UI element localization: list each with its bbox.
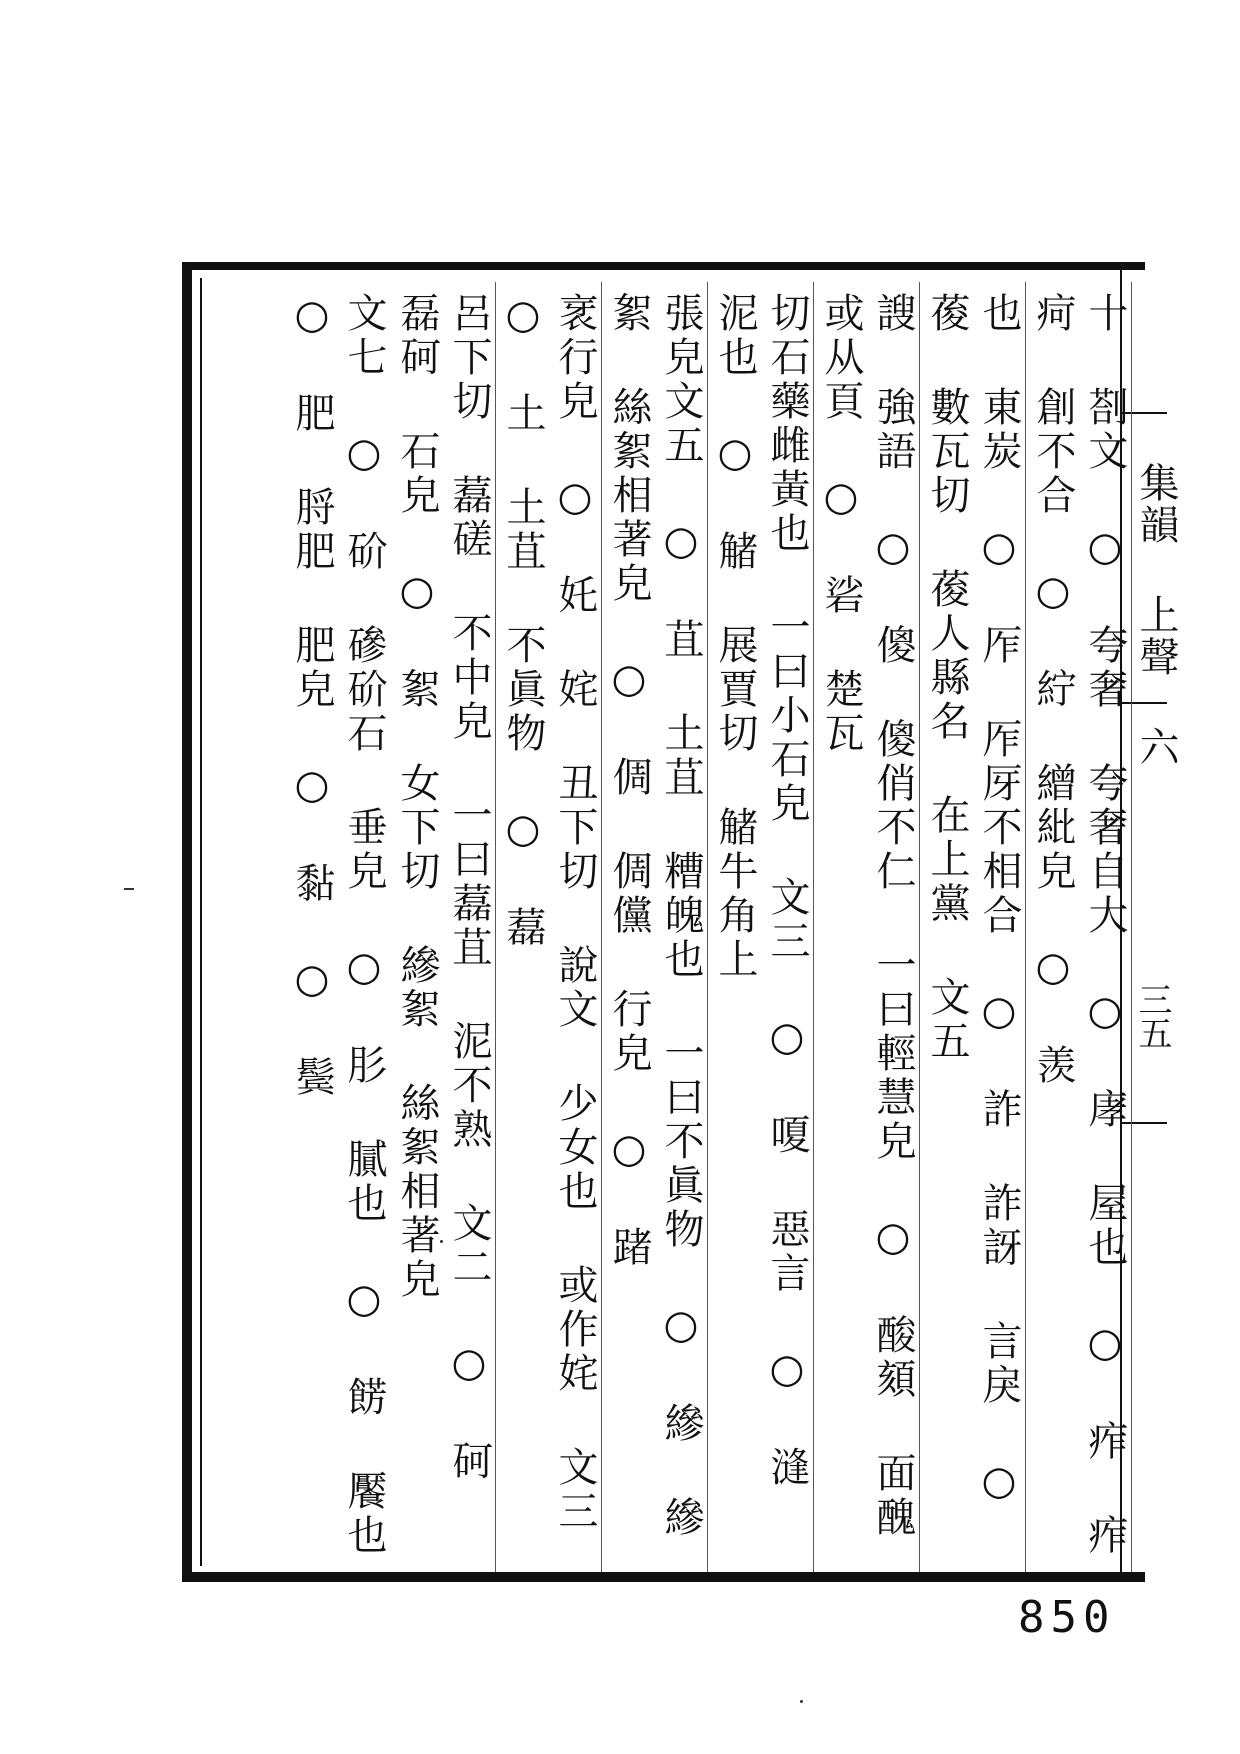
text-column <box>284 282 390 1572</box>
text-column <box>602 282 708 1572</box>
column-text: 切石藥雌黃也 一曰小石皃 文三 ○ 嗄 惡言 ○ 漨 泥也 ○ 觰 展賈切 觰牛角上 <box>712 292 810 1490</box>
text-column <box>814 282 920 1572</box>
column-text: 衺行皃 ○ 奼 姹 丑下切 說文 少女也 或作姹 文三 ○ 土 土苴 不眞物 ○ 藞 <box>500 292 598 1534</box>
margin-title: 集韻 上聲 六 <box>1133 462 1179 768</box>
column-text: 呂下切 藞磋 不中皃 一曰藞苴 泥不熟 文二 ○ 砢 磊砢 石皃 ○ 絮 女下切 縿絮 絲絮相著皃 <box>394 292 492 1484</box>
leaf-number: 三五 <box>1132 982 1172 1050</box>
text-column <box>390 282 496 1572</box>
text-column <box>1026 282 1132 1572</box>
column-text: 張皃文五 ○ 苴 土苴 糟魄也 一曰不眞物 ○ 縿 縿絮 絲絮相著皃 ○ 倜 倜儻 行皃 ○ 踷 <box>606 292 704 1540</box>
text-area <box>200 278 1145 1566</box>
text-frame <box>182 262 1145 1582</box>
column-text: 十 剳文 ○ 夸奢 夸奢自大 ○ 庨 屋也 ○ 痄 痄疴 創不合 ○ 紵 繒紕皃 ○ 羡 <box>1030 292 1128 1558</box>
column-text: 也 東炭 ○ 厏 厏厊不相合 ○ 詐 詐訝 言戾 ○ 葰 數瓦切 葰人縣名 在上黨 文五 <box>924 292 1022 1508</box>
text-column <box>708 282 814 1572</box>
text-column <box>920 282 1026 1572</box>
scan-speck <box>124 888 134 890</box>
column-text: 文七 ○ 砎 磣砎石 垂皃 ○ 肜 膩也 ○ 餝 饜也 ○ 肥 脟肥 肥皃 ○ 黏 ○ 鬓 <box>289 292 387 1558</box>
text-column <box>496 282 602 1572</box>
scan-speck <box>440 1240 443 1243</box>
scan-speck <box>800 1700 803 1703</box>
column-text: 謏 強語 ○ 傻 傻俏不仁 一曰輕慧皃 ○ 酸頦 面醜或从頁 ○ 硰 楚瓦 <box>818 292 916 1540</box>
page-number: 850 <box>1018 1592 1116 1643</box>
